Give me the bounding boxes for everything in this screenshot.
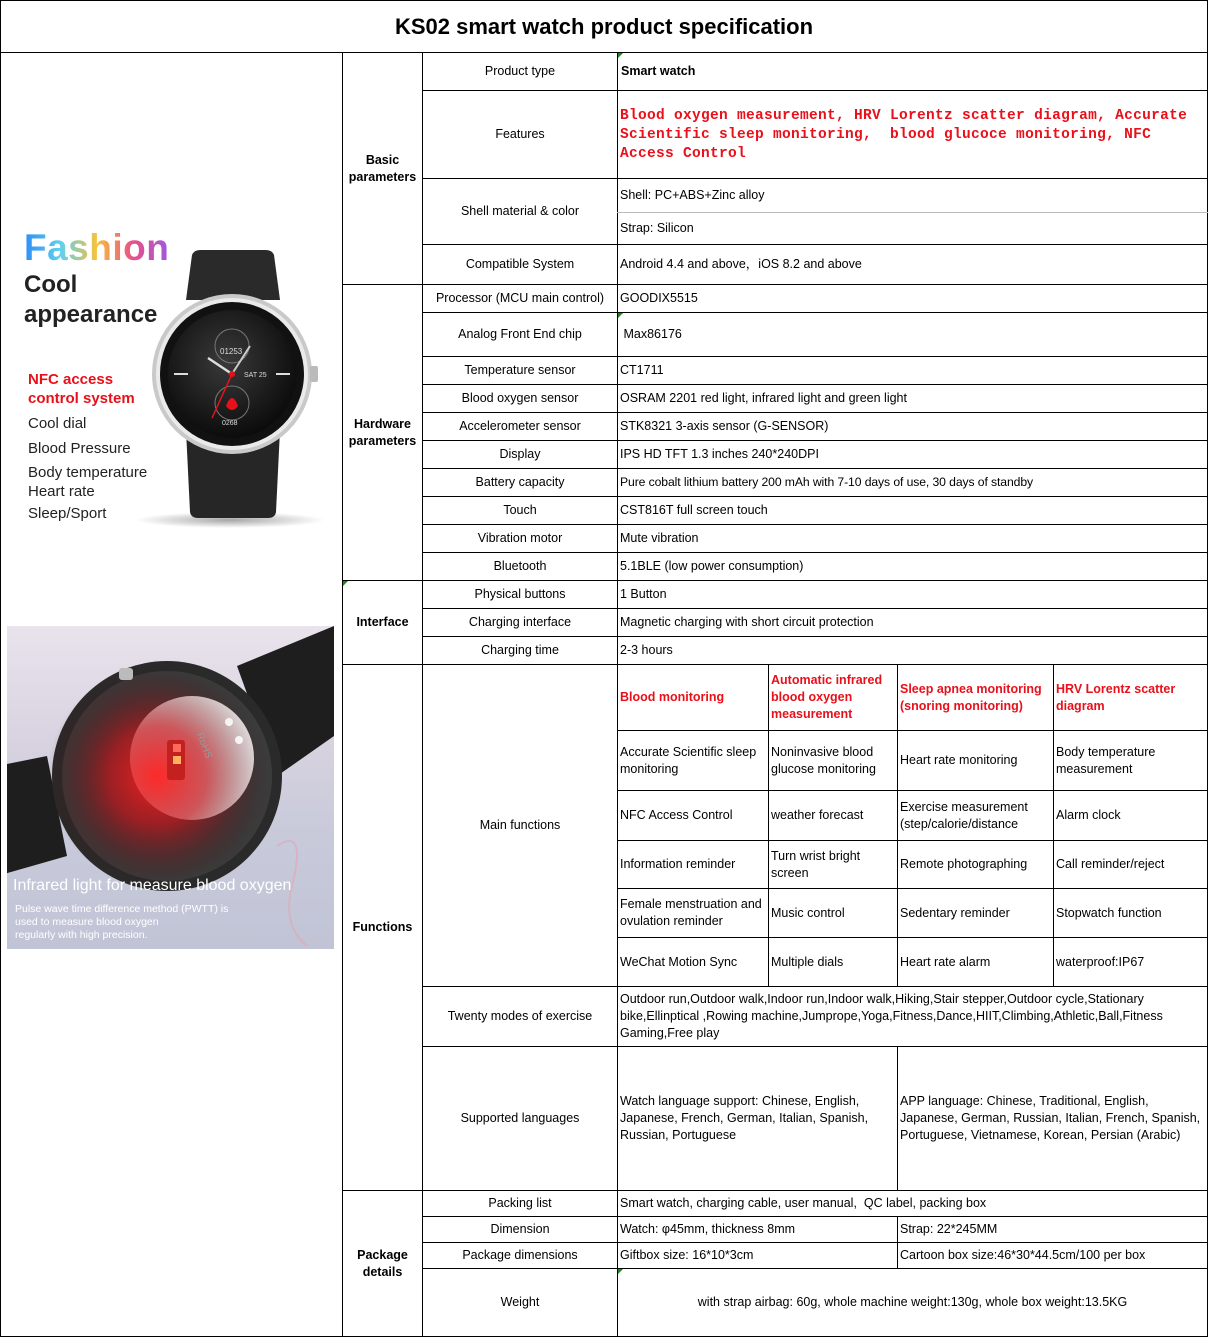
promo-highlight: control system [28,390,135,407]
spec-label: Twenty modes of exercise [447,1009,593,1023]
spec-value: 1 Button [620,587,667,601]
spec-label: Shell material & color [460,204,580,218]
section-hardware-parameters: Hardware parameters [348,416,417,448]
spec-label: Touch [503,503,537,517]
dial-step-count: 01253 [220,347,243,356]
spec-value: Pure cobalt lithium battery 200 mAh with 7-10 days of use, 30 days of standby [620,475,1034,489]
spec-label: Charging interface [468,615,572,629]
spec-label: Physical buttons [474,587,566,601]
spec-label: Display [499,447,541,461]
sensor-description: Pulse wave time difference method (PWTT) is used to measure blood oxygen regularly with high precision. [15,903,229,941]
sensor-promo-image [7,626,334,949]
spec-value: Giftbox size: 16*10*3cm [620,1248,754,1262]
function-cell: waterproof:IP67 [1056,954,1145,969]
section-package-details: Package details [357,1247,408,1279]
spec-value: Strap: 22*245MM [900,1222,998,1236]
spec-label: Features [495,127,545,141]
spec-label: Accelerometer sensor [459,419,581,433]
section-interface: Interface [356,615,409,629]
promo-feature: Body temperature [28,464,148,481]
rohs-mark: RoHS [194,731,214,761]
features-value: Blood oxygen measurement, HRV Lorentz scatter diagram, Accurate Scientific sleep monitoring, blood glucoce monitoring, NFC Access Control [620,108,1188,162]
spec-label: Processor (MCU main control) [435,291,605,305]
spec-value: Smart watch, charging cable, user manual, QC label, packing box [620,1196,987,1210]
promo-feature: Heart rate [28,482,95,500]
spec-label: Analog Front End chip [458,327,582,341]
smartwatch-illustration [130,250,328,530]
spec-value: 5.1BLE (low power consumption) [620,559,804,573]
spec-label: Packing list [488,1196,552,1210]
spec-label: Compatible System [465,257,575,271]
spec-value: GOODIX5515 [620,291,698,305]
spec-label: Main functions [479,818,561,832]
function-header: HRV Lorentz scatter diagram [1056,681,1176,713]
section-functions: Functions [352,920,413,934]
function-cell: Information reminder [620,857,736,871]
function-cell: Female menstruation and ovulation reminder [620,897,762,928]
spec-label: Package dimensions [462,1248,578,1262]
spec-label: Bluetooth [493,559,547,573]
section-basic-parameters: Basic parameters [348,152,417,184]
dial-date: SAT 25 [244,372,267,379]
function-cell: Sedentary reminder [900,905,1010,920]
spec-value: Mute vibration [620,531,699,545]
exercise-modes-value: Outdoor run,Outdoor walk,Indoor run,Indoor walk,Hiking,Stair stepper,Outdoor cycle,Stationary bike,Ellinptical ,Rowing machine,Jumprope,Yoga,Fitness,Dance,HIIT,Climbing,Athletic,Ball,Fitness Gaming,Free play [620,992,1163,1040]
promo-highlight: NFC access [28,371,114,388]
function-header: Blood monitoring [620,690,725,704]
watch-languages-value: Watch language support: Chinese, English, Japanese, French, German, Italian, Spanish, Russian, Portuguese [620,1094,869,1142]
spec-value: STK8321 3-axis sensor (G-SENSOR) [620,419,829,433]
function-cell: Noninvasive blood glucose monitoring [771,744,876,776]
spec-value: OSRAM 2201 red light, infrared light and green light [620,391,907,405]
function-cell: Alarm clock [1056,808,1121,822]
function-cell: WeChat Motion Sync [620,954,738,969]
sensor-caption: Infrared light for measure blood oxygen [13,877,292,894]
function-cell: Heart rate alarm [900,954,991,969]
function-cell: NFC Access Control [620,808,733,822]
watch-back-illustration [7,626,334,949]
promo-feature: Sleep/Sport [28,505,107,522]
promo-subheading: Cool [24,271,78,298]
function-header: Sleep apnea monitoring (snoring monitoring) [900,681,1042,713]
dial-heart-value: 0268 [222,420,238,427]
function-cell: Body temperature measurement [1056,744,1156,776]
app-languages-value: APP language: Chinese, Traditional, English, Japanese, German, Russian, Italian, French, Spanish, Portuguese, Vietnamese, Korean, Persian (Arabic) [900,1094,1201,1142]
spec-value: Cartoon box size:46*30*44.5cm/100 per box [900,1248,1146,1262]
page-title: KS02 smart watch product specification [394,14,814,39]
spec-label: Vibration motor [477,531,563,545]
spec-value: with strap airbag: 60g, whole machine weight:130g, whole box weight:13.5KG [697,1295,1128,1309]
spec-value: Smart watch [621,64,696,78]
spec-value: Watch: φ45mm, thickness 8mm [620,1222,796,1236]
promo-heading: Fashion [24,227,170,268]
spec-value: 2-3 hours [620,643,673,657]
spec-value: Strap: Silicon [620,221,694,235]
function-cell: Remote photographing [900,857,1028,871]
spec-label: Product type [484,64,556,78]
spec-value: CST816T full screen touch [620,503,768,517]
spec-value: Android 4.4 and above，iOS 8.2 and above [620,257,862,271]
promo-feature: Cool dial [28,415,87,432]
spec-label: Supported languages [460,1111,580,1125]
spec-label: Blood oxygen sensor [461,391,579,405]
function-header: Automatic infrared blood oxygen measurement [771,673,883,721]
spec-value: IPS HD TFT 1.3 inches 240*240DPI [620,447,819,461]
promo-feature: Blood Pressure [28,439,131,457]
function-cell: Exercise measurement (step/calorie/distance [900,799,1028,831]
spec-label: Temperature sensor [464,363,576,377]
spec-value: Magnetic charging with short circuit protection [620,615,874,629]
function-cell: Heart rate monitoring [900,753,1018,767]
watch-promo-image [24,220,328,530]
spec-label: Charging time [481,643,559,657]
function-cell: weather forecast [771,808,864,822]
promo-subheading: appearance [24,301,158,328]
function-cell: Stopwatch function [1056,905,1162,920]
function-cell: Call reminder/reject [1056,857,1165,871]
function-cell: Turn wrist bright screen [771,848,861,880]
function-cell: Accurate Scientific sleep monitoring [620,744,757,776]
function-cell: Multiple dials [771,954,844,969]
spec-label: Weight [500,1295,540,1309]
spec-label: Dimension [490,1222,550,1236]
spec-label: Battery capacity [475,475,565,489]
spec-value: Shell: PC+ABS+Zinc alloy [620,188,765,202]
spec-value: Max86176 [620,327,682,341]
spec-value: CT1711 [620,363,664,377]
function-cell: Music control [771,905,845,920]
